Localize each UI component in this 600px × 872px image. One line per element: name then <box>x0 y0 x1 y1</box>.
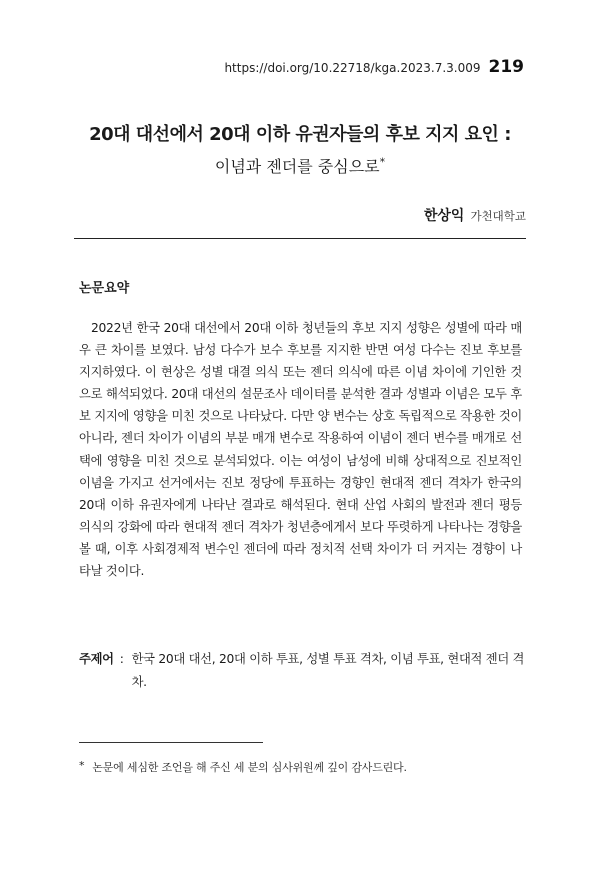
keywords-colon: : <box>119 652 124 666</box>
footnote-divider <box>79 742 263 743</box>
footnote-mark: * <box>79 759 85 772</box>
running-header <box>224 57 524 77</box>
paper-subtitle-text: 이념과 젠더를 중심으로 <box>214 157 380 176</box>
abstract-heading: 논문요약 <box>79 281 130 296</box>
header-divider <box>74 238 526 239</box>
keywords-text: 한국 20대 대선, 20대 이하 투표, 성별 투표 격차, 이념 투표, 현대적 젠더 격차. <box>131 652 525 689</box>
footnote <box>79 759 407 775</box>
doi-link[interactable]: https://doi.org/10.22718/kga.2023.7.3.009 <box>224 61 481 75</box>
author-affiliation: 가천대학교 <box>470 209 526 223</box>
footnote-text: 논문에 세심한 조언을 해 주신 세 분의 심사위원께 깊이 감사드린다. <box>92 761 407 774</box>
paper-title: 20대 대선에서 20대 이하 유권자들의 후보 지지 요인 : <box>89 124 511 145</box>
paper-subtitle <box>60 154 540 177</box>
keywords <box>79 648 525 694</box>
author-name: 한상익 <box>423 208 465 224</box>
author-line <box>424 205 526 225</box>
keywords-label: 주제어 <box>79 652 114 666</box>
title-block <box>60 120 540 177</box>
page-number: 219 <box>488 57 524 77</box>
title-footnote-mark: * <box>379 155 386 169</box>
abstract-body: 2022년 한국 20대 대선에서 20대 이하 청년들의 후보 지지 성향은 성별에 따라 매우 큰 차이를 보였다. 남성 다수가 보수 후보를 지지한 반면 여성 다수는 진보 후보를 지지하였다. 이 현상은 성별 대결 의식 또는 젠더 의식에 따른 이념 차이에 기인한 것으로 해석되었다. 20대 대선의 설문조사 데이터를 분석한 결과 성별과 이념은 모두 후보 지지에 영향을 미친 것으로 나타났다. 다만 양 변수는 상호 독립적으로 작용한 것이 아니라, 젠더 차이가 이념의 부분 매개 변수로 작용하여 이념이 젠더 변수를 매개로 선택에 영향을 미친 것으로 분석되었다. 이는 여성이 남성에 비해 상대적으로 진보적인 이념을 가지고 선거에서는 진보 정당에 투표하는 경향인 현대적 젠더 격차가 한국의 20대 이하 유권자에게 나타난 결과로 해석된다. 현대 산업 사회의 발전과 젠더 평등 의식의 강화에 따라 현대적 젠더 격차가 청년층에게서 보다 뚜렷하게 나타나는 경향을 볼 때, 이후 사회경제적 변수인 젠더에 따라 정치적 선택 차이가 더 커지는 경향이 나타날 것이다. <box>79 321 522 579</box>
